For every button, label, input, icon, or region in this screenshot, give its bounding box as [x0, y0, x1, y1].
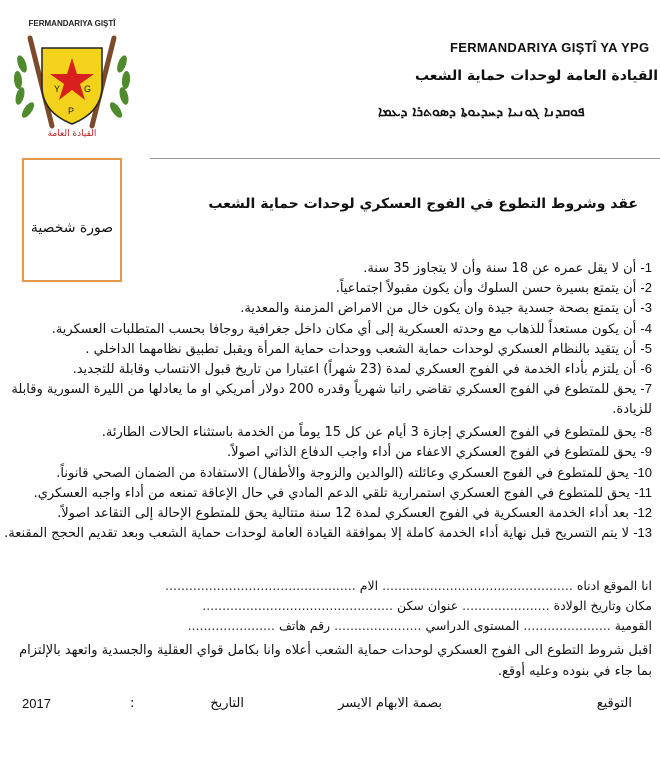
conditions-list: [4, 258, 652, 543]
date-colon: :: [130, 696, 135, 711]
condition-text: بعد أداء الخدمة العسكرية في الفوج العسكري لمدة 12 سنة متتالية يحق للمتطوع الإحالة إلى التقاعد اصولاً.: [57, 505, 630, 521]
mother-label: الام: [359, 578, 379, 593]
form-row-signer: [4, 576, 652, 596]
condition-item: [4, 483, 652, 503]
condition-item: [4, 523, 652, 543]
ypg-emblem-icon: [8, 14, 136, 138]
birth-label: مكان وتاريخ الولادة: [553, 598, 652, 613]
condition-text: أن يتمتع بسيرة حسن السلوك وأن يكون مقبولاً اجتماعياً.: [335, 281, 637, 297]
signature-row: [22, 696, 632, 716]
condition-text: يحق للمتطوع في الفوج العسكري الاعفاء من أداء واجب الدفاع الذاتي اصولاً.: [227, 445, 637, 461]
header-divider: [150, 158, 660, 159]
education-label: المستوى الدراسي: [425, 618, 520, 633]
org-name-arabic: القيادة العامة لوحدات حماية الشعب: [414, 68, 658, 84]
condition-text: أن يتقيد بالنظام العسكري لوحدات حماية الشعب ووحدات حماية المرأة ويقبل تطبيق نظامهما الداخلي .: [85, 341, 637, 357]
condition-item: [4, 258, 652, 278]
signer-field[interactable]: ................................................: [382, 578, 573, 593]
personal-info-form: [4, 576, 652, 636]
signature-label: التوقيع: [596, 696, 632, 711]
org-name-latin: FERMANDARIYA GIŞTÎ YA YPG: [450, 40, 650, 55]
org-name-syriac: ܦܘܩܕܢܐ ܓܘܢܝܐ ܕܚܕܝܘܬܐ ܕܣܘܬܪܐ ܕܥܡܐ: [378, 104, 585, 120]
condition-item: [4, 339, 652, 359]
condition-item: [4, 278, 652, 298]
condition-number: 9-: [640, 444, 652, 460]
condition-text: يحق للمتطوع في الفوج العسكري تقاضي راتبا شهرياً وقدره 200 دولار أمريكي او ما يعادلها من الليرة السورية وقابلة للزيادة.: [11, 382, 652, 418]
condition-item: [4, 442, 652, 462]
condition-number: 4-: [640, 320, 652, 336]
condition-number: 13-: [633, 525, 652, 541]
condition-item: [4, 463, 652, 483]
signer-label: انا الموقع ادناه: [576, 578, 652, 593]
form-row-birth: [4, 596, 652, 616]
svg-text:Y: Y: [54, 84, 61, 94]
nationality-field[interactable]: ......................: [523, 618, 611, 633]
condition-text: أن يكون مستعداً للذهاب مع وحدته العسكرية إلى أي مكان داخل جغرافية روجافا بحسب المتطلبات العسكرية.: [51, 321, 637, 337]
condition-text: لا يتم التسريح قبل نهاية أداء الخدمة كاملة إلا بموافقة القيادة العامة لوحدات حماية الشعب وبعد تقديم الحجج المقنعة.: [4, 526, 630, 542]
condition-text: أن لا يقل عمره عن 18 سنة وأن لا يتجاوز 35 سنة.: [363, 261, 637, 276]
condition-text: يحق للمتطوع في الفوج العسكري استمرارية تلقي الدعم المادي في حال الإعاقة تمنعه من أداء واجبه العسكري.: [33, 485, 631, 501]
phone-field[interactable]: ......................: [187, 618, 275, 633]
ypg-logo: [8, 14, 136, 138]
condition-number: 5-: [640, 340, 652, 356]
condition-number: 7-: [640, 381, 652, 397]
condition-text: يحق للمتطوع في الفوج العسكري وعائلته (الوالدين والزوجة والأطفال) الاستفادة من الضمان الصحي قانوناً.: [56, 465, 630, 481]
svg-text:G: G: [84, 84, 92, 94]
form-row-nationality: [4, 616, 652, 636]
residence-label: عنوان سكن: [396, 598, 459, 613]
condition-text: يحق للمتطوع في الفوج العسكري إجازة 3 أيام عن كل 15 يوماً من الخدمة باستثناء الحالات الطارئة.: [101, 425, 637, 441]
pledge-text: اقبل شروط التطوع الى الفوج العسكري لوحدات حماية الشعب أعلاه وانا بكامل قواي العقلية والجسدية واتعهد بالإلتزام بما جاء في بنوده وعليه أوقع.: [19, 643, 652, 679]
condition-number: 8-: [640, 424, 652, 440]
condition-text: أن يلتزم بأداء الخدمة في الفوج العسكري لمدة (23 شهراً) اعتبارا من تاريخ قبول الانتساب وقابلة للتجديد.: [72, 361, 637, 377]
education-field[interactable]: ......................: [334, 618, 422, 633]
condition-number: 11-: [634, 484, 652, 500]
svg-text:P: P: [68, 106, 75, 116]
condition-text: أن يتمتع بصحة جسدية جيدة وان يكون خال من الامراض المزمنة والمعدية.: [240, 301, 637, 317]
thumbprint-label: بصمة الابهام الايسر: [338, 696, 442, 711]
photo-label: صورة شخصية: [30, 220, 114, 236]
nationality-label: القومية: [614, 618, 652, 633]
svg-text:FERMANDARIYA GIŞTÎ: FERMANDARIYA GIŞTÎ: [28, 19, 116, 28]
birth-field[interactable]: ......................: [462, 598, 550, 613]
condition-item: [4, 422, 652, 442]
condition-item: [4, 503, 652, 523]
date-year: 2017: [22, 696, 51, 711]
condition-number: 12-: [633, 504, 652, 520]
condition-item: [4, 379, 652, 422]
phone-label: رقم هاتف: [278, 618, 331, 633]
mother-field[interactable]: ................................................: [165, 578, 356, 593]
condition-item: [4, 319, 652, 339]
residence-field[interactable]: ................................................: [202, 598, 393, 613]
condition-number: 1-: [640, 260, 652, 275]
date-label: التاريخ: [210, 696, 244, 711]
condition-number: 10-: [633, 464, 652, 480]
condition-number: 2-: [640, 280, 652, 296]
condition-number: 3-: [640, 300, 652, 316]
condition-number: 6-: [640, 360, 652, 376]
condition-item: [4, 298, 652, 318]
condition-item: [4, 359, 652, 379]
document-title: عقد وشروط التطوع في الفوج العسكري لوحدات حماية الشعب: [208, 196, 638, 212]
svg-text:القيادة العامة: القيادة العامة: [47, 129, 97, 138]
